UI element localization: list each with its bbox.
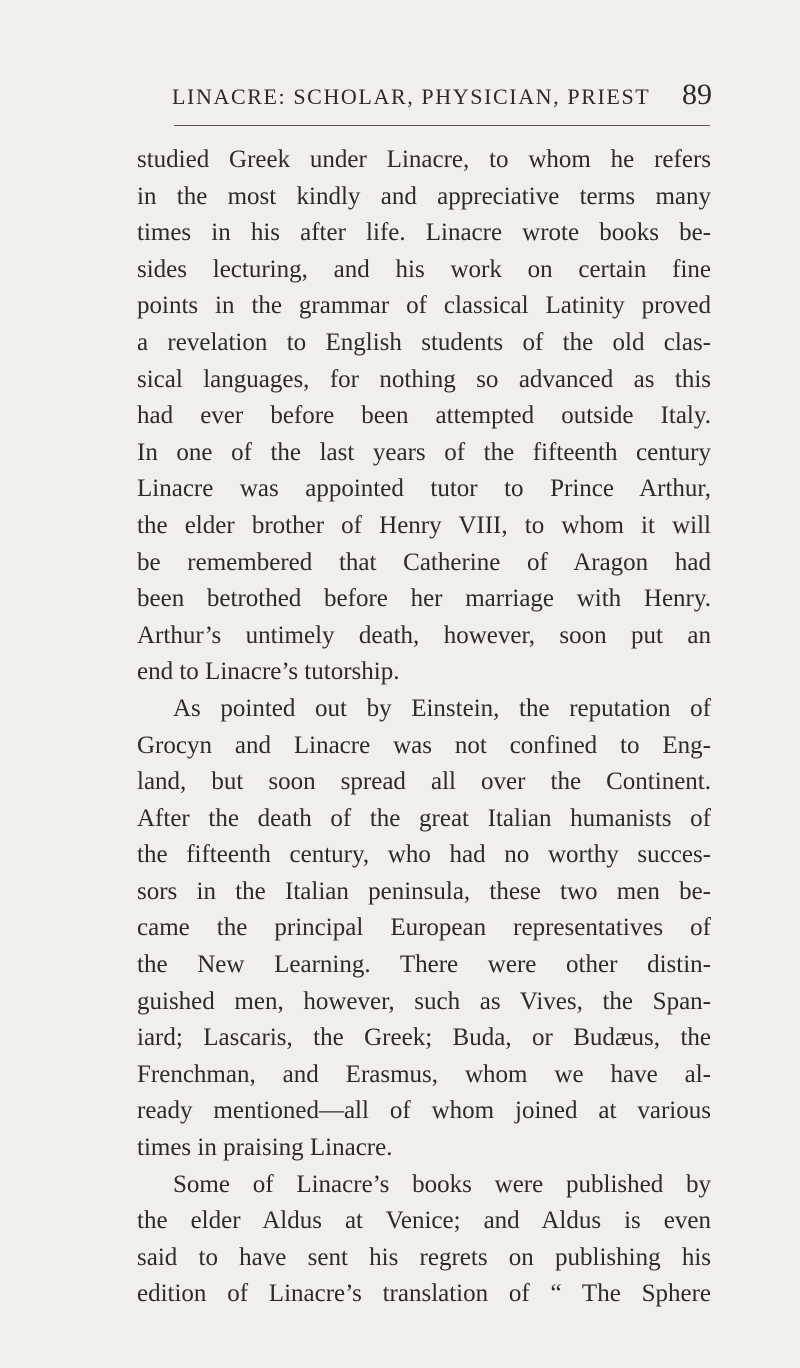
text-line: the elder brother of Henry VIII, to whom it will	[137, 511, 711, 539]
text-line: had ever before been attempted outside Italy.	[137, 402, 711, 430]
text-line-paragraph-start: As pointed out by Einstein, the reputation of	[173, 694, 711, 722]
text-line: edition of Linacre’s translation of “ The Sphere	[137, 1280, 711, 1308]
text-line: sical languages, for nothing so advanced as this	[137, 365, 711, 393]
text-line: the elder Aldus at Venice; and Aldus is even	[137, 1207, 711, 1235]
text-line: sides lecturing, and his work on certain fine	[137, 255, 711, 283]
text-line: ready mentioned—all of whom joined at various	[137, 1097, 711, 1125]
text-line: guished men, however, such as Vives, the Span-	[137, 987, 711, 1015]
text-line: the fifteenth century, who had no worthy succes-	[137, 841, 711, 869]
text-line: Linacre was appointed tutor to Prince Arthur,	[137, 475, 711, 503]
header-rule	[174, 125, 710, 126]
text-line-paragraph-start: Some of Linacre’s books were published by	[173, 1170, 711, 1198]
text-line-paragraph-end: end to Linacre’s tutorship.	[137, 658, 400, 686]
text-line: the New Learning. There were other distin-	[137, 951, 711, 979]
text-line: land, but soon spread all over the Continent.	[137, 768, 711, 796]
text-line: times in his after life. Linacre wrote books be-	[137, 219, 711, 247]
text-line: a revelation to English students of the old clas-	[137, 328, 711, 356]
text-line: In one of the last years of the fifteenth century	[137, 438, 711, 466]
text-line: Arthur’s untimely death, however, soon put an	[137, 621, 711, 649]
text-line: Grocyn and Linacre was not confined to Eng-	[137, 731, 711, 759]
text-line-paragraph-end: times in praising Linacre.	[137, 1134, 393, 1162]
text-line: Frenchman, and Erasmus, whom we have al-	[137, 1060, 711, 1088]
text-line: been betrothed before her marriage with Henry.	[137, 585, 711, 613]
body-text	[137, 142, 711, 1313]
text-line: in the most kindly and appreciative terms many	[137, 182, 711, 210]
text-line: came the principal European representatives of	[137, 914, 711, 942]
running-title: LINACRE: SCHOLAR, PHYSICIAN, PRIEST	[172, 84, 651, 109]
running-head	[172, 78, 712, 118]
text-line: studied Greek under Linacre, to whom he refers	[137, 146, 711, 173]
text-line: iard; Lascaris, the Greek; Buda, or Budæus, the	[137, 1024, 711, 1052]
text-line: sors in the Italian peninsula, these two men be-	[137, 877, 711, 905]
text-line: said to have sent his regrets on publishing his	[137, 1243, 711, 1271]
page-number: 89	[682, 78, 712, 111]
text-line: After the death of the great Italian humanists of	[137, 804, 711, 832]
text-line: be remembered that Catherine of Aragon had	[137, 548, 711, 576]
text-line: points in the grammar of classical Latinity proved	[137, 292, 711, 320]
